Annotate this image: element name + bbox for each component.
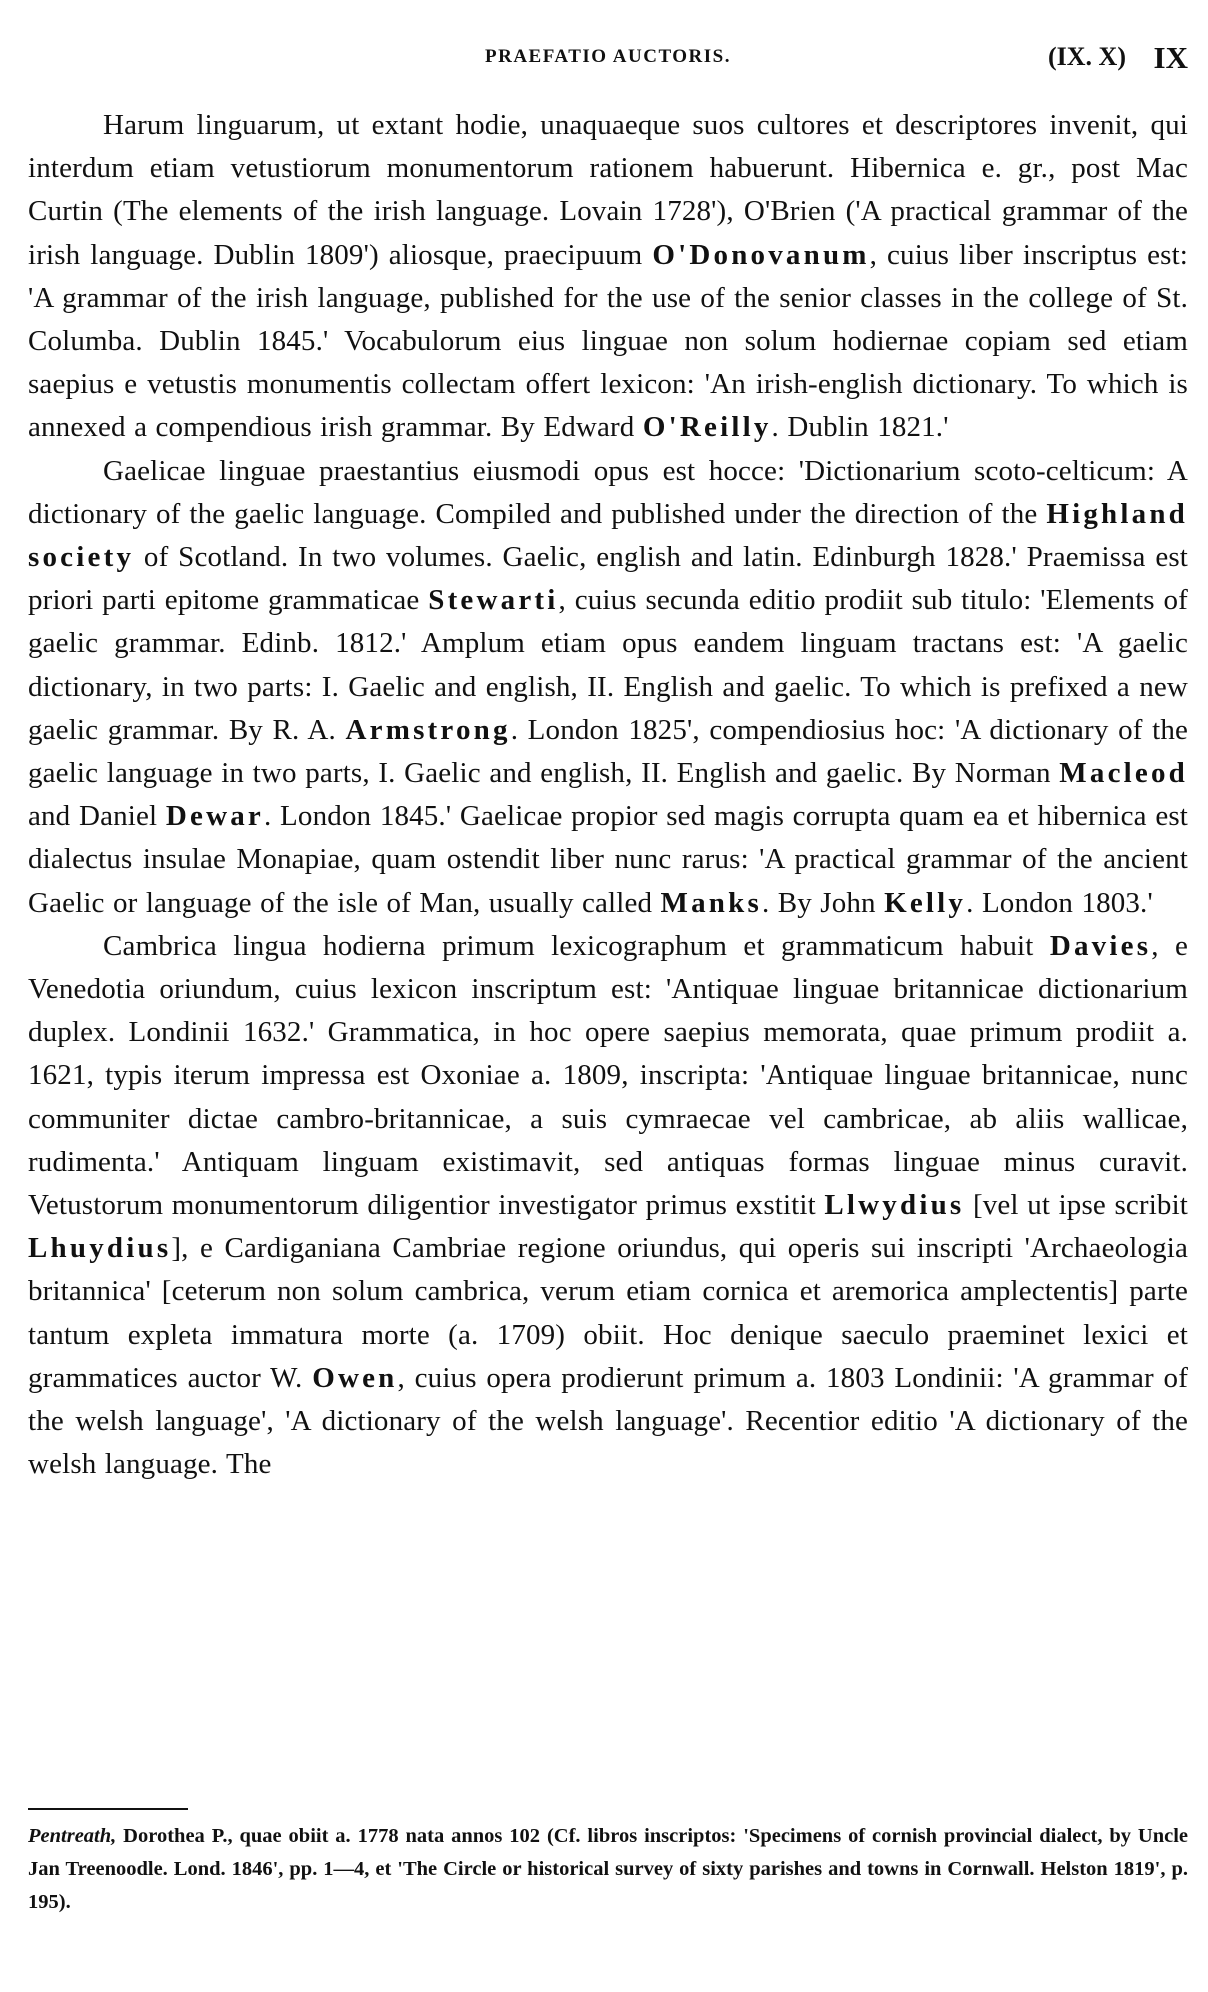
text-run: . London 1825', compendiosius hoc: 'A dictionary of the gaelic language in two parts, I. Gaelic and english, II. English and gaelic. By Norman	[28, 713, 1188, 790]
paragraph-irish	[28, 104, 1188, 450]
text-run: Gaelicae linguae praestantius eiusmodi opus est hocce: 'Dictionarium scoto-celticum: A dictionary of the gaelic language. Compiled and published under the direction of the	[28, 454, 1188, 530]
footnote	[28, 1820, 1188, 1919]
text-run: , e Venedotia oriundum, cuius lexicon inscriptum est: 'Antiquae linguae britannicae dictionarium duplex. Londinii 1632.' Grammatica, in hoc opere saepius memorata, quae primum prodiit a. 1621, typis iterum impressa est Oxoniae a. 1809, inscripta: 'Antiquae linguae britannicae, nunc communiter dictae cambro-britannicae, a suis cymraecae vel cambricae, ab aliis wallicae, rudimenta.' Antiquam linguam existimavit, sed antiquas formas linguae minus curavit. Vetustorum monumentorum diligentior investigator primus exstitit	[28, 929, 1188, 1222]
text-run: and Daniel	[28, 800, 166, 833]
spaced-name: Armstrong	[345, 713, 511, 746]
text-run: [vel ut ipse scribit	[964, 1189, 1188, 1222]
spaced-name: Owen	[312, 1361, 398, 1394]
spaced-name: O'Reilly	[642, 411, 772, 444]
spaced-name: O'Donovanum	[652, 238, 870, 271]
footnote-rule	[28, 1808, 188, 1810]
spaced-name: Manks	[660, 886, 762, 919]
spaced-name: Llwydius	[824, 1189, 965, 1222]
text-run: of Scotland. In two volumes. Gaelic, english and latin. Edinburgh 1828.' Praemissa est priori parti epitome grammaticae	[28, 541, 1188, 617]
spaced-name: Macleod	[1059, 757, 1188, 790]
spaced-name: Highland society	[28, 497, 1188, 574]
text-run: . Dublin 1821.'	[771, 411, 949, 444]
spaced-name: Dewar	[165, 800, 264, 833]
footnote-name: Pentreath,	[28, 1825, 117, 1847]
text-run: Cambrica lingua hodierna primum lexicographum et grammaticum habuit	[103, 929, 1050, 962]
text-run: . By John	[761, 886, 885, 919]
spaced-name: Davies	[1049, 929, 1152, 962]
section-reference: (IX. X)	[1048, 42, 1126, 71]
body-text	[28, 104, 1188, 1487]
spaced-name: Kelly	[884, 886, 967, 919]
spaced-name: Lhuydius	[28, 1232, 172, 1265]
footnote-text: Dorothea P., quae obiit a. 1778 nata annos 102 (Cf. libros inscriptos: 'Specimens of cornish provincial dialect, by Uncle Jan Treenoodle. Lond. 1846', pp. 1—4, et 'The Circle or historical survey of sixty parishes and towns in Cornwall. Helston 1819', p. 195).	[28, 1825, 1188, 1913]
text-run: . London 1803.'	[966, 886, 1153, 919]
text-run: Harum linguarum, ut extant hodie, unaquaeque suos cultores et descriptores invenit, qui interdum etiam vetustiorum monumentorum rationem habuerunt. Hibernica e. gr., post Mac Curtin (The elements of the irish language. Lovain 1728'), O'Brien ('A practical grammar of the irish language. Dublin 1809') aliosque, praecipuum	[28, 109, 1188, 271]
text-run: . London 1845.' Gaelicae propior sed magis corrupta quam ea et hibernica est dialectus insulae Monapiae, quam ostendit liber nunc rarus: 'A practical grammar of the ancient Gaelic or language of the isle of Man, usually called	[28, 800, 1189, 919]
page-number: IX	[1153, 40, 1188, 75]
text-run: , cuius opera prodierunt primum a. 1803 Londinii: 'A grammar of the welsh language', 'A dictionary of the welsh language'. Recentior editio 'A dictionary of the welsh language. The	[28, 1361, 1188, 1481]
running-head	[28, 40, 1188, 80]
paragraph-cambrian	[28, 925, 1188, 1487]
text-run: ], e Cardiganiana Cambriae regione oriundus, qui operis sui inscripti 'Archaeologia britannica' [ceterum non solum cambrica, verum etiam cornica et aremorica amplectentis] parte tantum expleta immatura morte (a. 1709) obiit. Hoc denique saeculo praeminet lexici et grammatices auctor W.	[28, 1232, 1188, 1394]
page	[28, 0, 1188, 1992]
paragraph-gaelic	[28, 450, 1188, 925]
text-run: , cuius liber inscriptus est: 'A grammar of the irish language, published for the use of the senior classes in the college of St. Columba. Dublin 1845.' Vocabulorum eius linguae non solum hodiernae copiam sed etiam saepius e vetustis monumentis collectam offert lexicon: 'An irish-english dictionary. To which is annexed a compendious irish grammar. By Edward	[28, 238, 1188, 444]
text-run: , cuius secunda editio prodiit sub titulo: 'Elements of gaelic grammar. Edinb. 1812.' Amplum etiam opus eandem linguam tractans est: 'A gaelic dictionary, in two parts: I. Gaelic and english, II. English and gaelic. To which is prefixed a new gaelic grammar. By R. A.	[28, 584, 1188, 746]
spaced-name: Stewarti	[428, 584, 559, 617]
running-title: PRAEFATIO AUCTORIS.	[485, 46, 731, 67]
